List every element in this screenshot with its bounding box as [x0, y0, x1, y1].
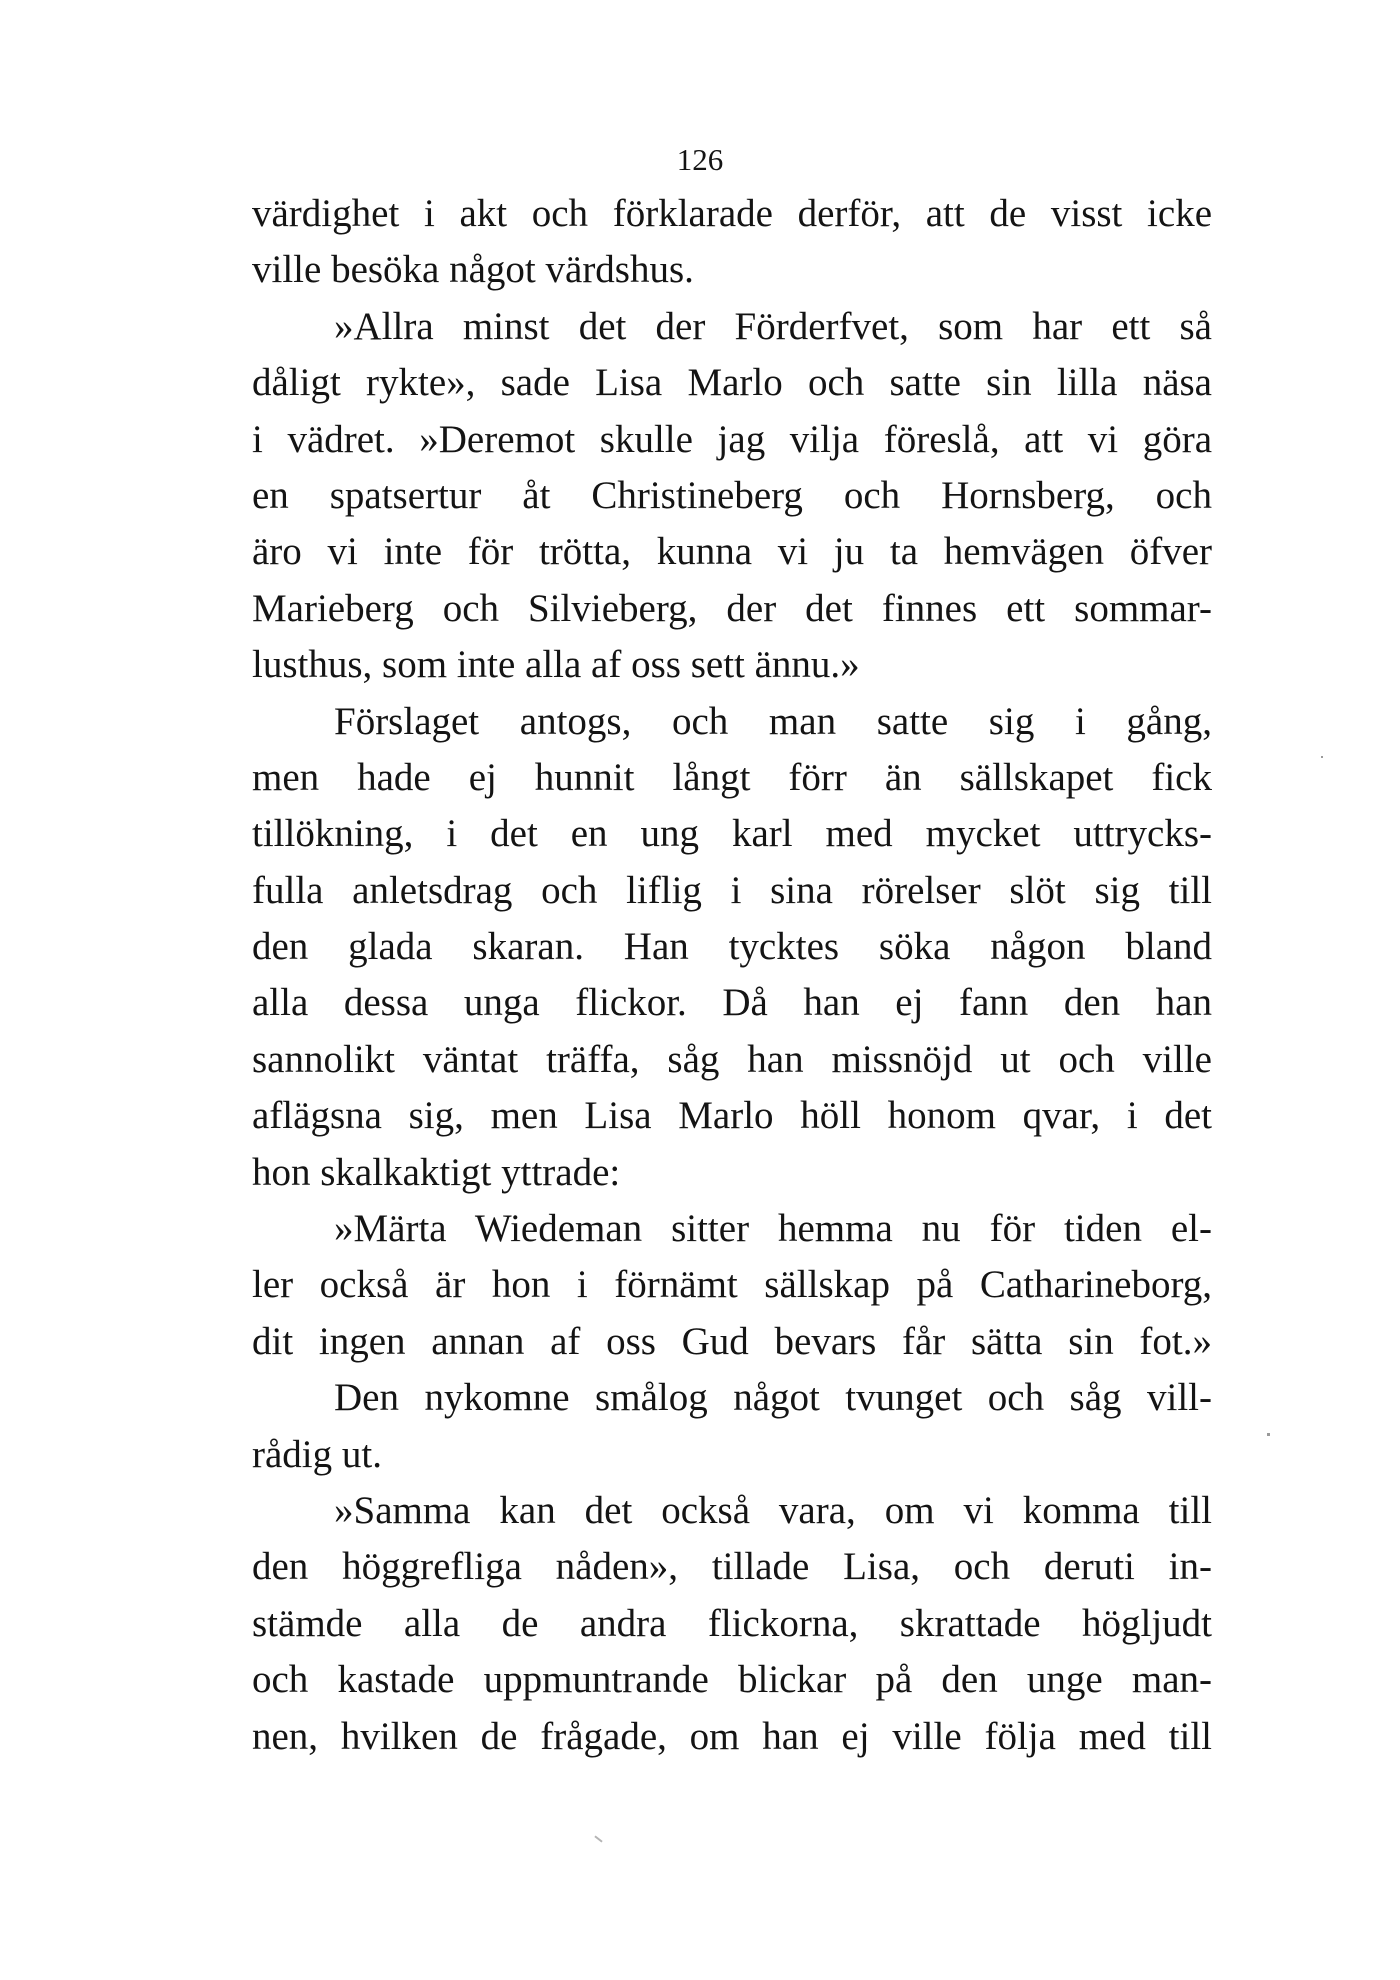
- text-line: den glada skaran. Han tycktes söka någon bland: [252, 925, 1212, 969]
- text-line: men hade ej hunnit långt förr än sällskapet fick: [252, 755, 1212, 799]
- text-line: nen, hvilken de frågade, om han ej ville följa med till: [252, 1714, 1212, 1758]
- text-line: aflägsna sig, men Lisa Marlo höll honom qvar, i det: [252, 1094, 1212, 1138]
- text-line: »Samma kan det också vara, om vi komma till: [334, 1488, 1212, 1532]
- text-line: värdighet i akt och förklarade derför, att de visst icke: [252, 192, 1212, 235]
- text-line: hon skalkaktigt yttrade:: [252, 1150, 621, 1194]
- text-line: tillökning, i det en ung karl med mycket uttrycks-: [252, 812, 1212, 856]
- text-line: dit ingen annan af oss Gud bevars får sätta sin fot.»: [252, 1319, 1212, 1363]
- text-line: Den nykomne smålog något tvunget och såg vill-: [334, 1376, 1212, 1420]
- text-line: »Märta Wiedeman sitter hemma nu för tiden el-: [334, 1207, 1212, 1251]
- text-line: i vädret. »Deremot skulle jag vilja föreslå, att vi göra: [252, 417, 1212, 461]
- scan-speck: [1267, 1433, 1270, 1436]
- text-line: den höggrefliga nåden», tillade Lisa, och deruti in-: [252, 1545, 1212, 1589]
- text-line: alla dessa unga flickor. Då han ej fann den han: [252, 981, 1212, 1025]
- body-text: [252, 186, 1212, 1765]
- text-line: Förslaget antogs, och man satte sig i gång,: [334, 699, 1212, 743]
- text-line: »Allra minst det der Förderfvet, som har ett så: [334, 304, 1212, 348]
- text-line: ler också är hon i förnämt sällskap på Catharineborg,: [252, 1263, 1212, 1307]
- text-line: och kastade uppmuntrande blickar på den unge man-: [252, 1658, 1212, 1702]
- text-line: äro vi inte för trötta, kunna vi ju ta hemvägen öfver: [252, 530, 1212, 574]
- text-line: rådig ut.: [252, 1432, 382, 1476]
- scan-speck: [594, 1835, 602, 1842]
- text-line: fulla anletsdrag och liflig i sina rörelser slöt sig till: [252, 868, 1212, 912]
- text-line: sannolikt väntat träffa, såg han missnöjd ut och ville: [252, 1037, 1212, 1081]
- text-line: lusthus, som inte alla af oss sett ännu.»: [252, 643, 860, 687]
- text-line: ville besöka något värdshus.: [252, 248, 694, 292]
- text-line: stämde alla de andra flickorna, skrattade högljudt: [252, 1601, 1212, 1645]
- text-line: dåligt rykte», sade Lisa Marlo och satte sin lilla näsa: [252, 361, 1212, 405]
- text-line: Marieberg och Silvieberg, der det finnes ett sommar-: [252, 586, 1212, 630]
- scan-speck: [1321, 756, 1323, 758]
- page-number: 126: [676, 142, 724, 177]
- text-line: en spatsertur åt Christineberg och Hornsberg, och: [252, 473, 1212, 517]
